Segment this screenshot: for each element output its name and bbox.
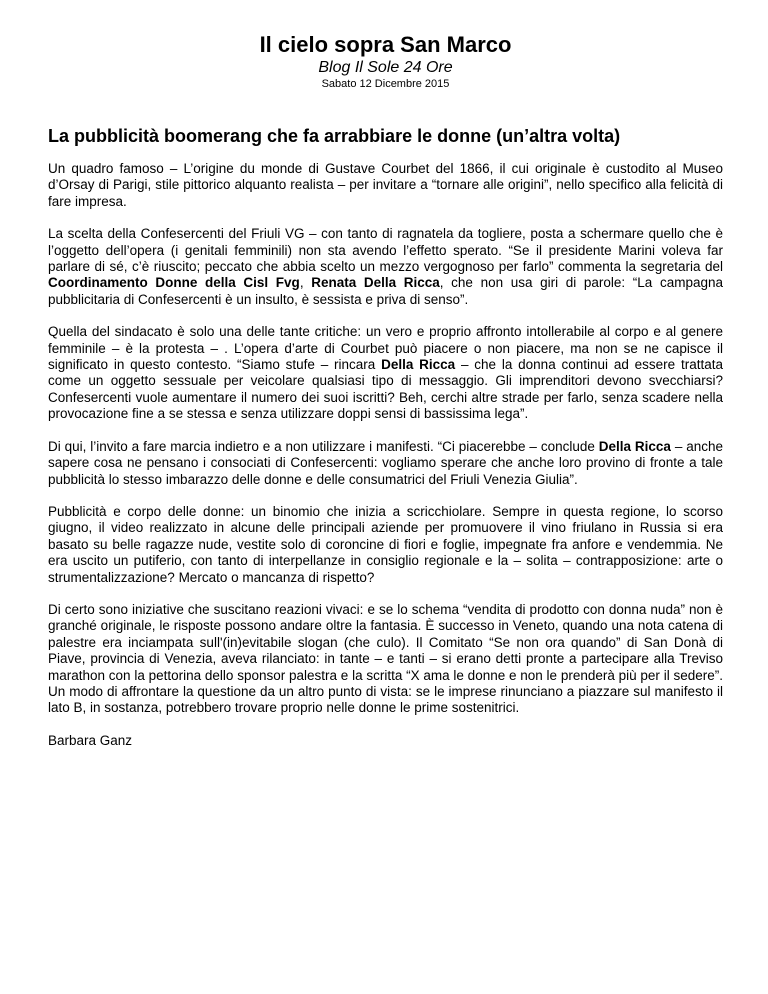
person-name: Renata Della Ricca bbox=[311, 275, 440, 291]
blog-title: Il cielo sopra San Marco bbox=[259, 32, 512, 57]
paragraph-3-text-c: – che la donna continui ad essere trattata come un oggetto sessuale per veicolare qualsiasi tipo di messaggio. Gli imprenditori devono svecchiarsi? Confesercenti vuole aumentare il numero dei suoi iscritti? Beh, cerchi altre strade per farlo, senza scadere nella provocazione fine a se stessa e senza utilizzare doppi sensi di bassissima lega”. bbox=[48, 357, 723, 422]
publish-date: Sabato 12 Dicembre 2015 bbox=[321, 78, 450, 90]
blog-header bbox=[48, 32, 723, 91]
person-name: Della Ricca bbox=[381, 357, 456, 373]
paragraph-2 bbox=[48, 226, 723, 308]
paragraph-3-text-a: Quella del sindacato è solo una delle tante critiche: un vero e proprio affronto intollerabile al corpo e al genere femminile – è la protesta – . L’opera d’arte di Courbet può piacere o non piacere, ma non se ne capisce il significato in questo contesto. “Siamo stufe – rincara bbox=[48, 324, 723, 373]
paragraph-2-text-c: , bbox=[299, 275, 312, 291]
paragraph-6: Di certo sono iniziative che suscitano reazioni vivaci: e se lo schema “vendita di prodotto con donna nuda” non è granché originale, le risposte possono andare oltre la fantasia. È successo in Veneto, quando una nota catena di palestre era inciampata sull'(in)evitabile slogan (che culo). Il Comitato “Se non ora quando” di San Donà di Piave, provincia di Venezia, aveva rilanciato: in tante – e tanti – si erano detti pronte a partecipare alla Treviso marathon con la pettorina dello sponsor palestra e la scritta “X ama le donne e non le prenderà più per il sedere”. Un modo di affrontare la questione da un altro punto di vista: se le imprese rinunciano a piazzare sul manifesto il lato B, in sostanza, potrebbero trovare proprio nelle donne le prime sostenitrici. bbox=[48, 601, 723, 716]
paragraph-4-text-c: – anche sapere cosa ne pensano i consociati di Confesercenti: vogliamo sperare che anche loro provino di fronte a tale pubblicità lo stesso imbarazzo delle donne e delle consumatrici del Friuli Venezia Giulia”. bbox=[48, 438, 723, 487]
blog-subtitle: Blog Il Sole 24 Ore bbox=[318, 59, 453, 76]
document-page bbox=[48, 32, 723, 749]
paragraph-5: Pubblicità e corpo delle donne: un binomio che inizia a scricchiolare. Sempre in questa regione, lo scorso giugno, il video realizzato in alcune delle principali aziende per promuovere il vino friulano in Russia si era basato su belle ragazze nude, vestite solo di coroncine di fiori e foglie, impegnate fra anfore e vendemmia. Ne era uscito un putiferio, con tanto di interpellanze in consiglio regionale e la – solita – contrapposizione: arte o strumentalizzazione? Mercato o mancanza di rispetto? bbox=[48, 503, 723, 585]
person-name: Della Ricca bbox=[598, 438, 671, 454]
paragraph-1: Un quadro famoso – L’origine du monde di Gustave Courbet del 1866, il cui originale è custodito al Museo d’Orsay di Parigi, stile pittorico alquanto realista – per invitare a “tornare alle origini”, nello specifico alla felicità di fare impresa. bbox=[48, 161, 723, 209]
paragraph-4-text-a: Di qui, l’invito a fare marcia indietro e a non utilizzare i manifesti. “Ci piacerebbe – conclude bbox=[48, 438, 599, 454]
paragraph-2-text-d: , che non usa giri di parole: “La campagna pubblicitaria di Confesercenti è un insulto, è sessista e priva di senso”. bbox=[48, 275, 723, 307]
article-author: Barbara Ganz bbox=[48, 732, 133, 748]
paragraph-3 bbox=[48, 324, 723, 422]
paragraph-2-text-a: La scelta della Confesercenti del Friuli VG – con tanto di ragnatela da togliere, posta a schermare quello che è l’oggetto dell’opera (i genitali femminili) non sta avendo l’effetto sperato. “Se il presidente Marini voleva far parlare di sé, c’è riuscito; peccato che abbia scelto un mezzo vergognoso per farlo” commenta la segretaria del bbox=[48, 226, 723, 275]
article-title: La pubblicità boomerang che fa arrabbiare le donne (un’altra volta) bbox=[48, 126, 621, 146]
organization-name: Coordinamento Donne della Cisl Fvg bbox=[48, 275, 300, 291]
paragraph-4 bbox=[48, 439, 723, 488]
